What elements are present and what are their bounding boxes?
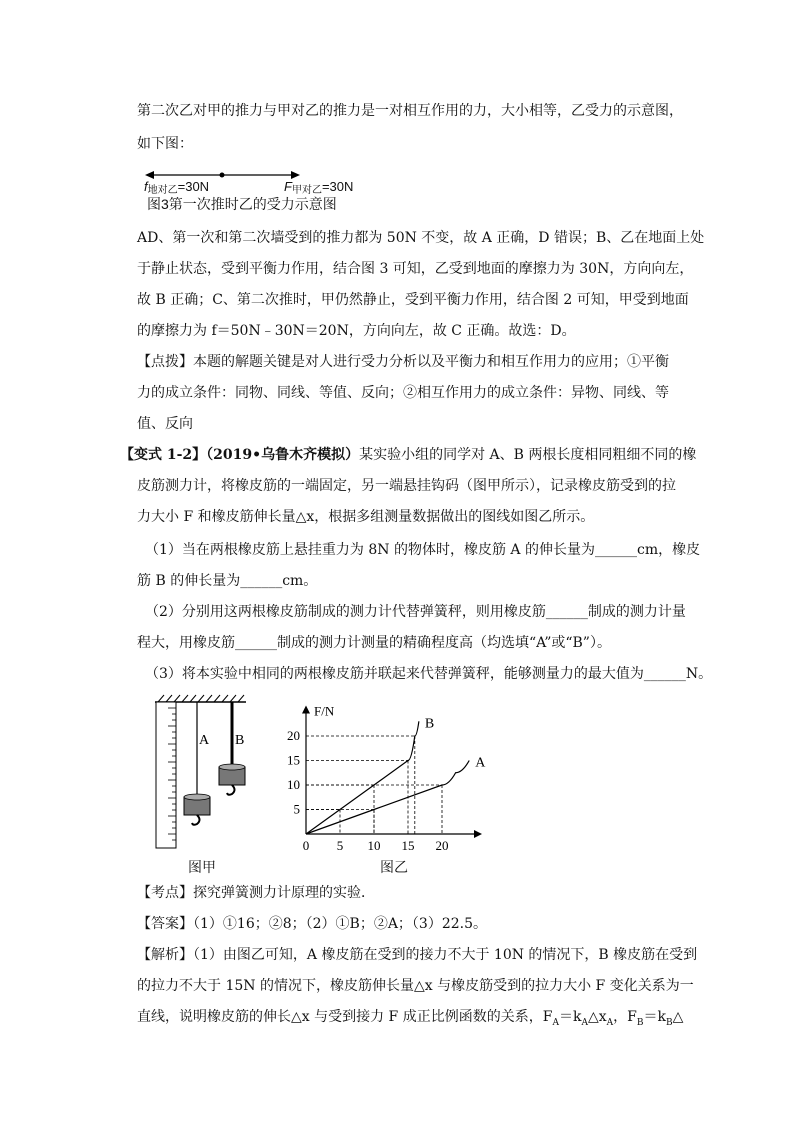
figure-jia [150,694,260,854]
y-axis-label: F/N [314,703,335,719]
ceiling-hatch [158,695,244,702]
text-line: （3）将本实验中相同的两根橡皮筋并联起来代替弹簧秤，能够测量力的最大值为______N。 [145,666,713,682]
label-a: A [199,733,210,748]
y-tick-label: 5 [293,801,300,817]
text-line: 直线，说明橡皮筋的伸长△x 与受到接力 F 成正比例函数的关系，$F_A=k_A\triangle x_A$，$F_B=k_B\triangle$ [137,1009,684,1028]
series-label-a: A [475,755,486,771]
x-tick-label: 0 [302,838,310,853]
x-tick-label: 20 [435,838,449,853]
figure-jia-caption: 图甲 [188,859,216,875]
question-heading: 【变式 1-2】（2019•乌鲁木齐模拟）某实验小组的同学对 A、B 两根长度相同粗细不同的橡 [120,447,697,463]
text-line: 故 B 正确；C、第二次推时，甲仍然静止，受到平衡力作用，结合图 2 可知，甲受到地面 [137,292,689,308]
text-line: 第二次乙对甲的推力与甲对乙的推力是一对相互作用的力，大小相等，乙受力的示意图， [137,103,683,119]
text-line: 力大小 F 和橡皮筋伸长量△x，根据多组测量数据做出的图线如图乙所示。 [137,509,595,525]
force-label-f: f地对乙=30N [144,179,210,196]
text-line: 如下图： [137,136,193,152]
y-tick-label: 15 [287,752,300,768]
text-line: 皮筋测力计，将橡皮筋的一端固定，另一端悬挂钩码（图甲所示），记录橡皮筋受到的拉 [137,478,676,494]
text-line: 的拉力不大于 15N 的情况下，橡皮筋伸长量△x 与橡皮筋受到的拉力大小 F 变化关系为一 [137,978,694,994]
text-line: AD、第一次和第二次墙受到的推力都为 50N 不变，故 A 正确，D 错误；B、乙在地面上处 [137,230,705,246]
y-axis-arrow-icon [302,706,310,714]
text-line: （2）分别用这两根橡皮筋制成的测力计代替弹簧秤，则用橡皮筋______制成的测力计量 [145,604,686,620]
figure-yi-chart [280,700,500,860]
series-line-a [306,761,469,835]
text-line: 【考点】探究弹簧测力计原理的实验． [137,885,375,901]
figure-yi-caption: 图乙 [380,859,408,875]
force-diagram-caption: 图3第一次推时乙的受力示意图 [147,196,337,212]
text-line: 程大，用橡皮筋______制成的测力计测量的精确程度高（均选填“A”或“B”）。 [137,635,611,651]
y-tick-label: 10 [287,777,300,792]
text-line: （1）当在两根橡皮筋上悬挂重力为 8N 的物体时，橡皮筋 A 的伸长量为______cm，橡皮 [145,542,701,558]
text-line: 于静止状态，受到平衡力作用，结合图 3 可知，乙受到地面的摩擦力为 30N，方向向左， [137,261,694,277]
series-label-b: B [424,716,435,732]
x-tick-label: 10 [367,838,381,853]
text-line: 的摩擦力为 f＝50N﹣30N＝20N，方向向左，故 C 正确。故选：D。 [137,323,576,339]
x-tick-label: 15 [401,838,415,853]
ruler [156,702,176,848]
x-axis-arrow-icon [474,830,482,838]
x-tick-label: 5 [336,838,344,853]
label-b: B [235,733,245,748]
text-line: 【答案】（1）①16；②8；（2）①B；②A；（3）22.5。 [137,916,488,932]
force-label-F: F甲对乙=30N [284,179,354,196]
text-line: 值、反向 [137,416,193,432]
series-line-b [306,721,419,834]
text-line: 【解析】（1）由图乙可知，A 橡皮筋在受到的接力不大于 10N 的情况下，B 橡皮筋在受到 [137,947,698,963]
point-mass-dot [220,173,225,178]
text-line: 力的成立条件：同物、同线、等值、反向；②相互作用力的成立条件：异物、同线、等 [137,385,669,401]
text-line: 【点拨】本题的解题关键是对人进行受力分析以及平衡力和相互作用力的应用；①平衡 [137,354,669,370]
y-tick-label: 20 [287,728,300,743]
text-line: 筋 B 的伸长量为______cm。 [137,573,318,589]
